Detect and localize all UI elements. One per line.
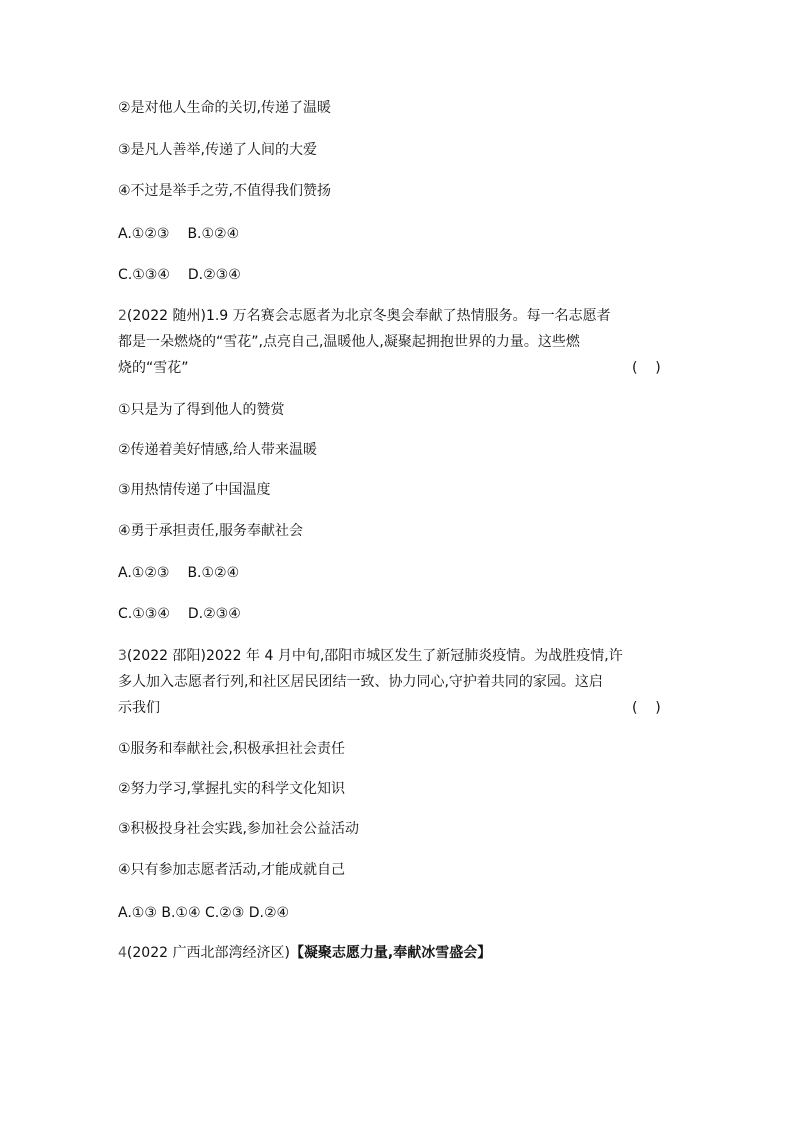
q2-stem-line-3: 烧的“雪花” (118, 360, 189, 376)
q2-option-4: ④勇于承担责任,服务奉献社会 (118, 523, 304, 539)
q1-choice-a: A.①②③ (118, 226, 170, 242)
q2-option-1: ①只是为了得到他人的赞赏 (118, 402, 285, 418)
q3-option-4: ④只有参加志愿者活动,才能成就自己 (118, 862, 346, 878)
q4-number: 4 (118, 945, 127, 961)
q3-option-1: ①服务和奉献社会,积极承担社会责任 (118, 741, 346, 757)
q2-choice-c: C.①③④ (118, 606, 170, 622)
q2-option-2: ②传递着美好情感,给人带来温暖 (118, 442, 318, 458)
q2-choice-a: A.①②③ (118, 565, 170, 581)
q2-source: (2022 随州) (126, 308, 206, 324)
q1-option-3: ③是凡人善举,传递了人间的大爱 (118, 142, 318, 158)
q3-stem-line-1 (118, 646, 623, 666)
q3-number: 3 (118, 648, 127, 664)
q3-stem-line-3: 示我们 (118, 700, 160, 716)
q1-choices-ab (118, 224, 239, 244)
q4-title: 【凝聚志愿力量,奉献冰雪盛会】 (289, 945, 492, 961)
q2-stem-line-1 (118, 306, 611, 326)
q2-stem-line-2: 都是一朵燃烧的“雪花”,点亮自己,温暖他人,凝聚起拥抱世界的力量。这些燃 (118, 334, 580, 350)
q2-choice-d: D.②③④ (187, 606, 241, 622)
q2-answer-blank: ( ) (632, 360, 661, 376)
q1-choice-b: B.①②④ (187, 226, 240, 242)
q2-choices-cd (118, 604, 241, 624)
q2-number: 2 (118, 308, 127, 324)
q1-option-4: ④不过是举手之劳,不值得我们赞扬 (118, 183, 332, 199)
q3-stem-line-2: 多人加入志愿者行列,和社区居民团结一致、协力同心,守护着共同的家园。这启 (118, 674, 603, 690)
q3-option-3: ③积极投身社会实践,参加社会公益活动 (118, 821, 359, 837)
q1-choices-cd (118, 265, 241, 285)
q3-answer-blank: ( ) (632, 700, 661, 716)
q3-choices: A.①③ B.①④ C.②③ D.②④ (118, 905, 290, 921)
q1-choice-d: D.②③④ (187, 267, 241, 283)
q3-option-2: ②努力学习,掌握扎实的科学文化知识 (118, 781, 346, 797)
q3-stem-text-1: 2022 年 4 月中旬,邵阳市城区发生了新冠肺炎疫情。为战胜疫情,许 (205, 648, 623, 664)
q2-option-3: ③用热情传递了中国温度 (118, 482, 271, 498)
q1-choice-c: C.①③④ (118, 267, 170, 283)
q2-choice-b: B.①②④ (187, 565, 240, 581)
q3-source: (2022 邵阳) (126, 648, 206, 664)
q1-option-2: ②是对他人生命的关切,传递了温暖 (118, 100, 332, 116)
q4-source: (2022 广西北部湾经济区) (126, 945, 290, 961)
q4-stem-line-1 (118, 943, 491, 963)
q2-choices-ab (118, 563, 239, 583)
q2-stem-text-1: 1.9 万名赛会志愿者为北京冬奥会奉献了热情服务。每一名志愿者 (205, 308, 611, 324)
